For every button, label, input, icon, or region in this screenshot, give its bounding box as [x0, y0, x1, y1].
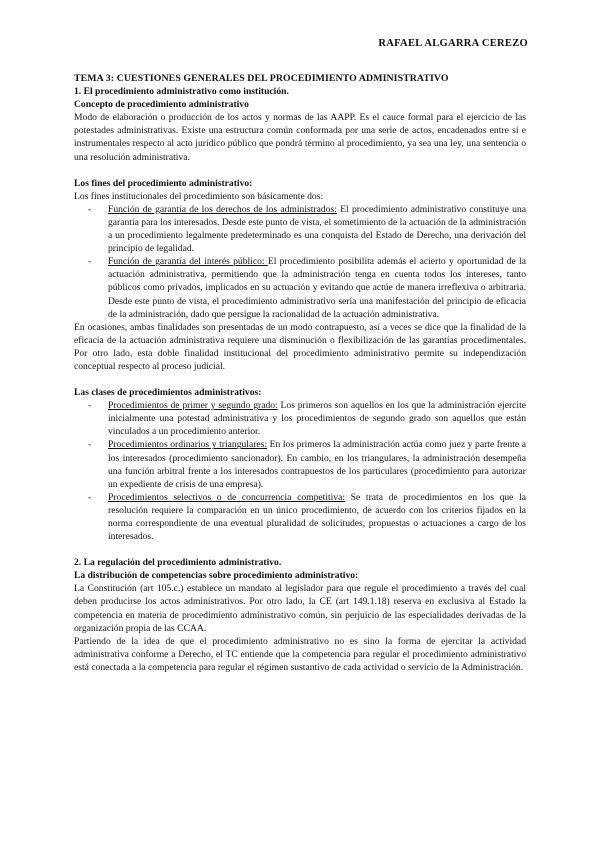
list-item-label: Función de garantía de los derechos de los administrados: — [108, 203, 337, 215]
spacer — [74, 543, 526, 556]
spacer — [74, 373, 526, 386]
concept-heading: Concepto de procedimiento administrativo — [74, 99, 249, 111]
list-item-text: El procedimiento posibilita además el acierto y oportunidad de la actuación administrativa, permitiendo que la administración tenga en cuenta todos los intereses, tanto públicos como privados, implicados en su actuación y evitando que actúe de manera irreflexiva o arbitraria. Desde este punto de vista, el procedimiento administrativo sería una manifestación del principio de eficacia de la administración, dado que persigue la racionalidad de la actuación administrativa. — [108, 256, 526, 320]
list-item — [74, 491, 526, 543]
spacer — [74, 164, 526, 177]
section2-paragraph-1: La Constitución (art 105.c.) establece un mandato al legislador para que regule el procedimiento a través del cual deben producirse los actos administrativos. Por otro lado, la CE (art 149.1.18) reserva en exclusiva al Estado la competencia en materia de procedimiento administrativo común, sin perjuicio de las especialidades derivadas de la organización propia de las CCAA. — [74, 583, 526, 634]
list-item-label: Procedimientos selectivos o de concurrencia competitiva: — [108, 491, 346, 503]
list-item — [74, 399, 526, 438]
fines-closing-paragraph: En ocasiones, ambas finalidades son presentadas de un modo contrapuesto, así a veces se dice que la finalidad de la eficacia de la actuación administrativa requiere una disminución o flexibilización de las garantías procedimentales. Por otro lado, esta doble finalidad institucional del procedimiento administrativo permite su independización conceptual respecto al proceso judicial. — [74, 321, 526, 372]
list-item-label: Procedimientos ordinarios y triangulares: — [108, 439, 268, 451]
list-item-text: Los primeros son aquellos en los que la administración ejercite inicialmente una potestad administrativa y los procedimientos de segundo grado son aquellos que están vinculados a un procedimiento anterior. — [108, 400, 526, 438]
dash-bullet: - — [88, 256, 92, 268]
section1-heading: 1. El procedimiento administrativo como institución. — [74, 86, 289, 98]
fines-list — [74, 203, 526, 321]
document-title: TEMA 3: CUESTIONES GENERALES DEL PROCEDIMIENTO ADMINISTRATIVO — [74, 73, 449, 84]
list-item — [74, 255, 526, 320]
fines-heading: Los fines del procedimiento administrativo: — [74, 177, 253, 189]
concept-paragraph: Modo de elaboración o producción de los actos y normas de las AAPP. Es el cauce formal para el ejercicio de las potestades administrativas. Existe una estructura común conformada por una serie de actos, encadenados entre sí e instrumentales respecto al acto jurídico público que pondrá término al procedimiento, ya sea una ley, una sentencia o una resolución administrativa. — [74, 112, 526, 163]
list-item — [74, 203, 526, 255]
list-item — [74, 438, 526, 490]
list-item-text: Se trata de procedimientos en los que la resolución requiere la comparación en un único procedimiento, de acuerdo con los criterios fijados en la norma correspondiente de una eventual pluralidad de solicitudes, propuestas o actuaciones a cargo de los interesados. — [108, 491, 526, 543]
section2-subheading: La distribución de competencias sobre procedimiento administrativo: — [74, 570, 359, 582]
list-item-label: Función de garantía del interés público: — [108, 256, 268, 268]
fines-intro: Los fines institucionales del procedimiento son básicamente dos: — [74, 190, 324, 202]
header-author: RAFAEL ALGARRA CEREZO — [378, 38, 528, 49]
list-item-text: El procedimiento administrativo constituye una garantía para los interesados. Desde este punto de vista, el sometimiento de la actuación de la administración a un procedimiento legalmente predeterminado es una conquista del Estado de Derecho, una derivación del principio de legalidad. — [108, 203, 527, 255]
dash-bullet: - — [88, 203, 92, 215]
section2-paragraph-2: Partiendo de la idea de que el procedimiento administrativo no es sino la forma de ejercitar la actividad administrativa conforme a Derecho, el TC entiende que la competencia para regular el procedimiento administrativo está conectada a la competencia para regular el régimen sustantivo de cada actividad o servicio de la Administración. — [74, 635, 526, 673]
dash-bullet: - — [88, 400, 92, 412]
dash-bullet: - — [88, 439, 92, 451]
document-body — [74, 72, 526, 674]
clases-heading: Las clases de procedimientos administrativos: — [74, 387, 262, 399]
list-item-label: Procedimientos de primer y segundo grado: — [108, 400, 278, 412]
clases-list — [74, 399, 526, 543]
section2-heading: 2. La regulación del procedimiento administrativo. — [74, 557, 282, 569]
list-item-text: En los primeros la administración actúa como juez y parte frente a los interesados (procedimiento sancionador). En cambio, en los triangulares, la administración desempeña una función arbitral frente a los interesados contrapuestos de los particulares (procedimiento para autorizar un expediente de crisis de una empresa). — [108, 439, 526, 490]
dash-bullet: - — [88, 491, 92, 503]
